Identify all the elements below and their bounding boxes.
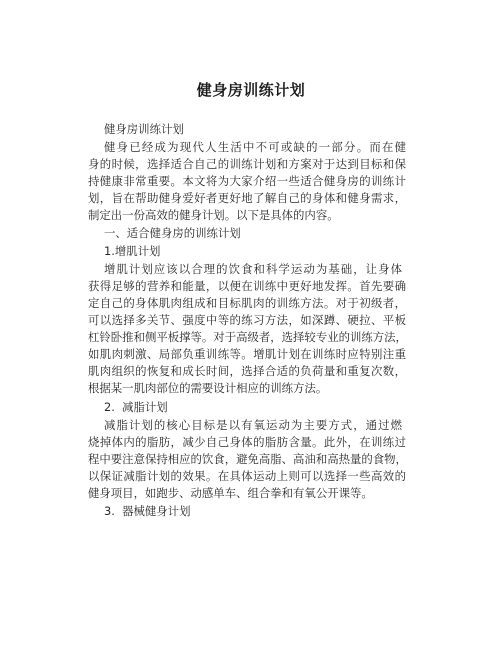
paragraph-line: 健身已经成为现代人生活中不可或缺的一部分。而在健 (104, 140, 406, 154)
paragraph-line: 制定出一份高效的健身计划。以下是具体的内容。 (88, 208, 339, 222)
paragraph-line: 杠铃卧推和侧平板撑等。对于高级者，选择较专业的训练方法， (88, 330, 407, 344)
paragraph-line: 程中要注意保持相应的饮食，避免高脂、高油和高热量的食物， (88, 452, 407, 466)
subsection-heading: 1.增肌计划 (104, 244, 161, 258)
section-heading: 一、适合健身房的训练计划 (104, 226, 241, 240)
paragraph-line: 烧掉体内的脂肪，减少自己身体的脂肪含量。此外，在训练过 (88, 435, 406, 449)
paragraph-line: 持健康非常重要。本文将为大家介绍一些适合健身房的训练计 (88, 174, 406, 188)
subsection-heading: 2. 减脂计划 (104, 400, 168, 414)
subsection-heading: 3. 器械健身计划 (104, 504, 191, 518)
paragraph-line: 可以选择多关节、强度中等的练习方法，如深蹲、硬拉、平板 (88, 313, 406, 327)
paragraph-line: 根据某一肌肉部位的需要设计相应的训练方法。 (88, 381, 328, 395)
paragraph-line: 如肌肉刺激、局部负重训练等。增肌计划在训练时应特别注重 (88, 347, 406, 361)
paragraph-line: 减脂计划的核心目标是以有氧运动为主要方式，通过燃 (104, 418, 402, 432)
paragraph-line: 获得足够的营养和能量，以便在训练中更好地发挥。首先要确 (88, 279, 406, 293)
subtitle-line: 健身房训练计划 (104, 122, 184, 136)
paragraph-line: 划，旨在帮助健身爱好者更好地了解自己的身体和健身需求， (88, 191, 406, 205)
paragraph-line: 定自己的身体肌肉组成和目标肌肉的训练方法。对于初级者， (88, 296, 406, 310)
paragraph-line: 身的时候，选择适合自己的训练计划和方案对于达到目标和保 (88, 157, 406, 171)
paragraph-line: 以保证减脂计划的效果。在具体运动上则可以选择一些高效的 (88, 469, 406, 483)
paragraph-line: 健身项目，如跑步、动感单车、组合拳和有氧公开课等。 (88, 486, 373, 500)
paragraph-line: 肌肉组织的恢复和成长时间，选择合适的负荷量和重复次数， (88, 364, 406, 378)
document-title: 健身房训练计划 (196, 81, 306, 99)
paragraph-line: 增肌计划应该以合理的饮食和科学运动为基础，让身体 (104, 262, 402, 276)
